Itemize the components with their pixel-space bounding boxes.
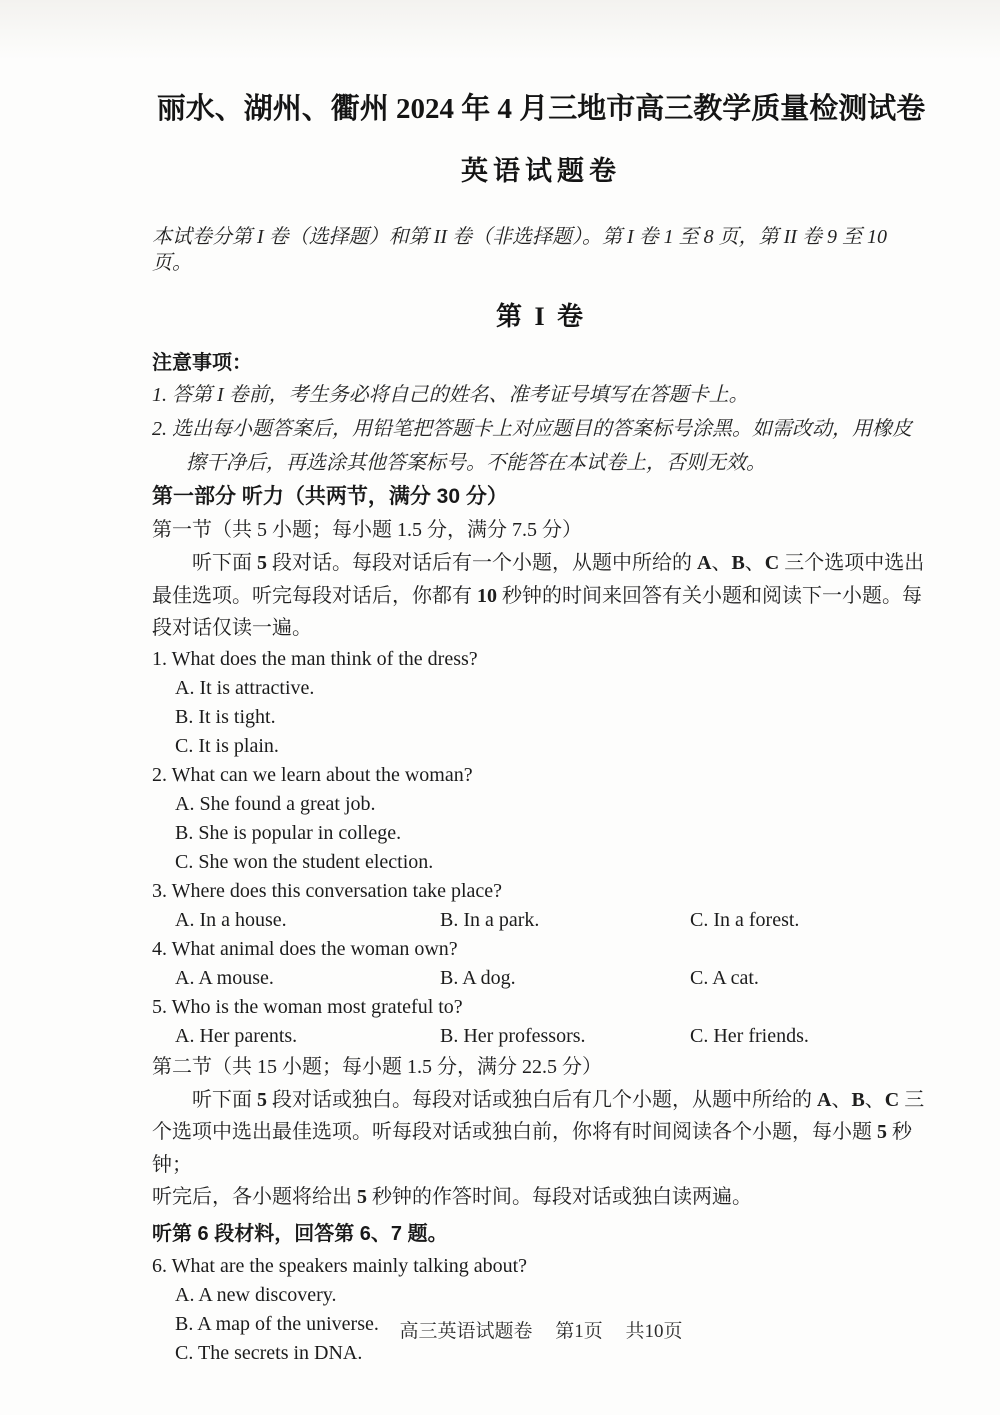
paper-structure-note: 本试卷分第 I 卷（选择题）和第 II 卷（非选择题）。第 I 卷 1 至 8 页，第 II 卷 9 至 10 页。 [152, 226, 887, 274]
page-title: 丽水、湖州、衢州 2024 年 4 月三地市高三教学质量检测试卷 [156, 93, 926, 125]
option-item: A. A new discovery. [175, 1283, 337, 1306]
option-item: C. In a forest. [690, 908, 800, 931]
question-item [152, 1252, 930, 1368]
question-item [152, 761, 930, 877]
option-item: C. A cat. [690, 966, 759, 989]
question-text: 1. What does the man think of the dress? [152, 647, 478, 670]
option-row [152, 1022, 930, 1051]
option-item: C. It is plain. [175, 734, 279, 757]
page-subtitle: 英语试题卷 [461, 156, 621, 186]
option-item: B. In a park. [440, 908, 540, 931]
text-run: 秒钟的作答时间。每段对话或独白读两遍。 [367, 1186, 752, 1208]
question-list-section2 [152, 1252, 930, 1368]
bold-run: 5 [877, 1121, 887, 1143]
text-run: 、 [864, 1088, 885, 1111]
notes-list [152, 378, 930, 480]
instruction-line [152, 1116, 930, 1181]
volume-heading: 第 I 卷 [495, 302, 587, 331]
section1-instructions [152, 547, 930, 645]
notice-line: 擦干净后，再选涂其他答案标号。不能答在本试卷上，否则无效。 [186, 452, 766, 474]
instruction-line [152, 612, 930, 645]
text-run: 三 [899, 1088, 925, 1111]
section2-heading: 第二节（共 15 小题；每小题 1.5 分，满分 22.5 分） [152, 1055, 602, 1078]
instruction-line [152, 547, 930, 580]
section2-instructions [152, 1084, 930, 1214]
instruction-line [152, 580, 930, 613]
option-item: B. She is popular in college. [175, 821, 402, 844]
text-run: 段对话或独白。每段对话或独白后有几个小题，从题中所给的 [267, 1088, 817, 1111]
option-row [152, 964, 930, 993]
question-text: 5. Who is the woman most grateful to? [152, 995, 463, 1018]
notice-line: 2. 选出每小题答案后，用铅笔把答题卡上对应题目的答案标号涂黑。如需改动，用橡皮 [152, 418, 912, 440]
bold-run: B [851, 1088, 865, 1111]
text-run: 秒钟的时间来回答有关小题和阅读下一小题。每 [497, 584, 922, 607]
option-item: A. Her parents. [175, 1024, 298, 1047]
question-text: 3. Where does this conversation take place? [152, 879, 503, 902]
option-item: B. A map of the universe. [175, 1312, 379, 1335]
bold-run: 5 [257, 1088, 267, 1111]
part1-heading: 第一部分 听力（共两节，满分 30 分） [152, 485, 508, 508]
question-item [152, 993, 930, 1051]
option-item: A. She found a great job. [175, 792, 376, 815]
material6-heading: 听第 6 段材料，回答第 6、7 题。 [152, 1222, 448, 1245]
option-item: A. It is attractive. [175, 676, 315, 699]
option-item: C. She won the student election. [175, 850, 434, 873]
text-run: 段对话仅读一遍。 [152, 617, 312, 639]
text-run: 三个选项中选出 [779, 552, 925, 574]
question-text: 6. What are the speakers mainly talking about? [152, 1254, 528, 1277]
option-item: A. A mouse. [175, 966, 274, 989]
question-item [152, 935, 930, 993]
text-run: 秒钟； [152, 1121, 912, 1176]
page-footer [152, 1316, 930, 1343]
notes-heading: 注意事项： [152, 352, 252, 374]
question-text: 2. What can we learn about the woman? [152, 763, 473, 786]
option-item: A. In a house. [175, 908, 287, 931]
text-run: 听完后，各小题将给出 [152, 1186, 357, 1208]
footer-doc-name: 高三英语试题卷 [399, 1321, 533, 1342]
text-run: 听下面 [192, 1088, 257, 1111]
option-item: B. Her professors. [440, 1024, 586, 1047]
footer-total-pages: 共10页 [625, 1321, 683, 1342]
bold-run: 5 [257, 552, 267, 574]
instruction-line [152, 1084, 930, 1117]
bold-run: A [817, 1088, 832, 1111]
question-text: 4. What animal does the woman own? [152, 937, 458, 960]
instruction-line [152, 1181, 930, 1214]
text-run: 、 [711, 552, 732, 574]
bold-run: B [731, 552, 745, 574]
option-item: B. A dog. [440, 966, 516, 989]
footer-page-number: 第1页 [555, 1321, 603, 1342]
option-item: C. The secrets in DNA. [175, 1341, 363, 1364]
bold-run: C [764, 552, 780, 574]
bold-run: 5 [357, 1186, 367, 1208]
bold-run: 10 [477, 584, 497, 607]
option-item: C. Her friends. [690, 1024, 809, 1047]
option-row [152, 906, 930, 935]
question-list-section1 [152, 645, 930, 1051]
text-run: 最佳选项。听完每段对话后，你都有 [152, 584, 477, 607]
text-run: 、 [831, 1088, 852, 1111]
text-run: 段对话。每段对话后有一个小题，从题中所给的 [267, 552, 697, 574]
text-run: 听下面 [192, 552, 257, 574]
bold-run: A [697, 552, 712, 574]
section1-heading: 第一节（共 5 小题；每小题 1.5 分，满分 7.5 分） [152, 519, 582, 541]
question-item [152, 877, 930, 935]
text-run: 个选项中选出最佳选项。听每段对话或独白前，你将有时间阅读各个小题，每小题 [152, 1121, 877, 1143]
bold-run: C [884, 1088, 900, 1111]
text-run: 、 [744, 552, 765, 574]
notice-line: 1. 答第 I 卷前，考生务必将自己的姓名、准考证号填写在答题卡上。 [152, 384, 749, 406]
option-item: B. It is tight. [175, 705, 276, 728]
question-item [152, 645, 930, 761]
